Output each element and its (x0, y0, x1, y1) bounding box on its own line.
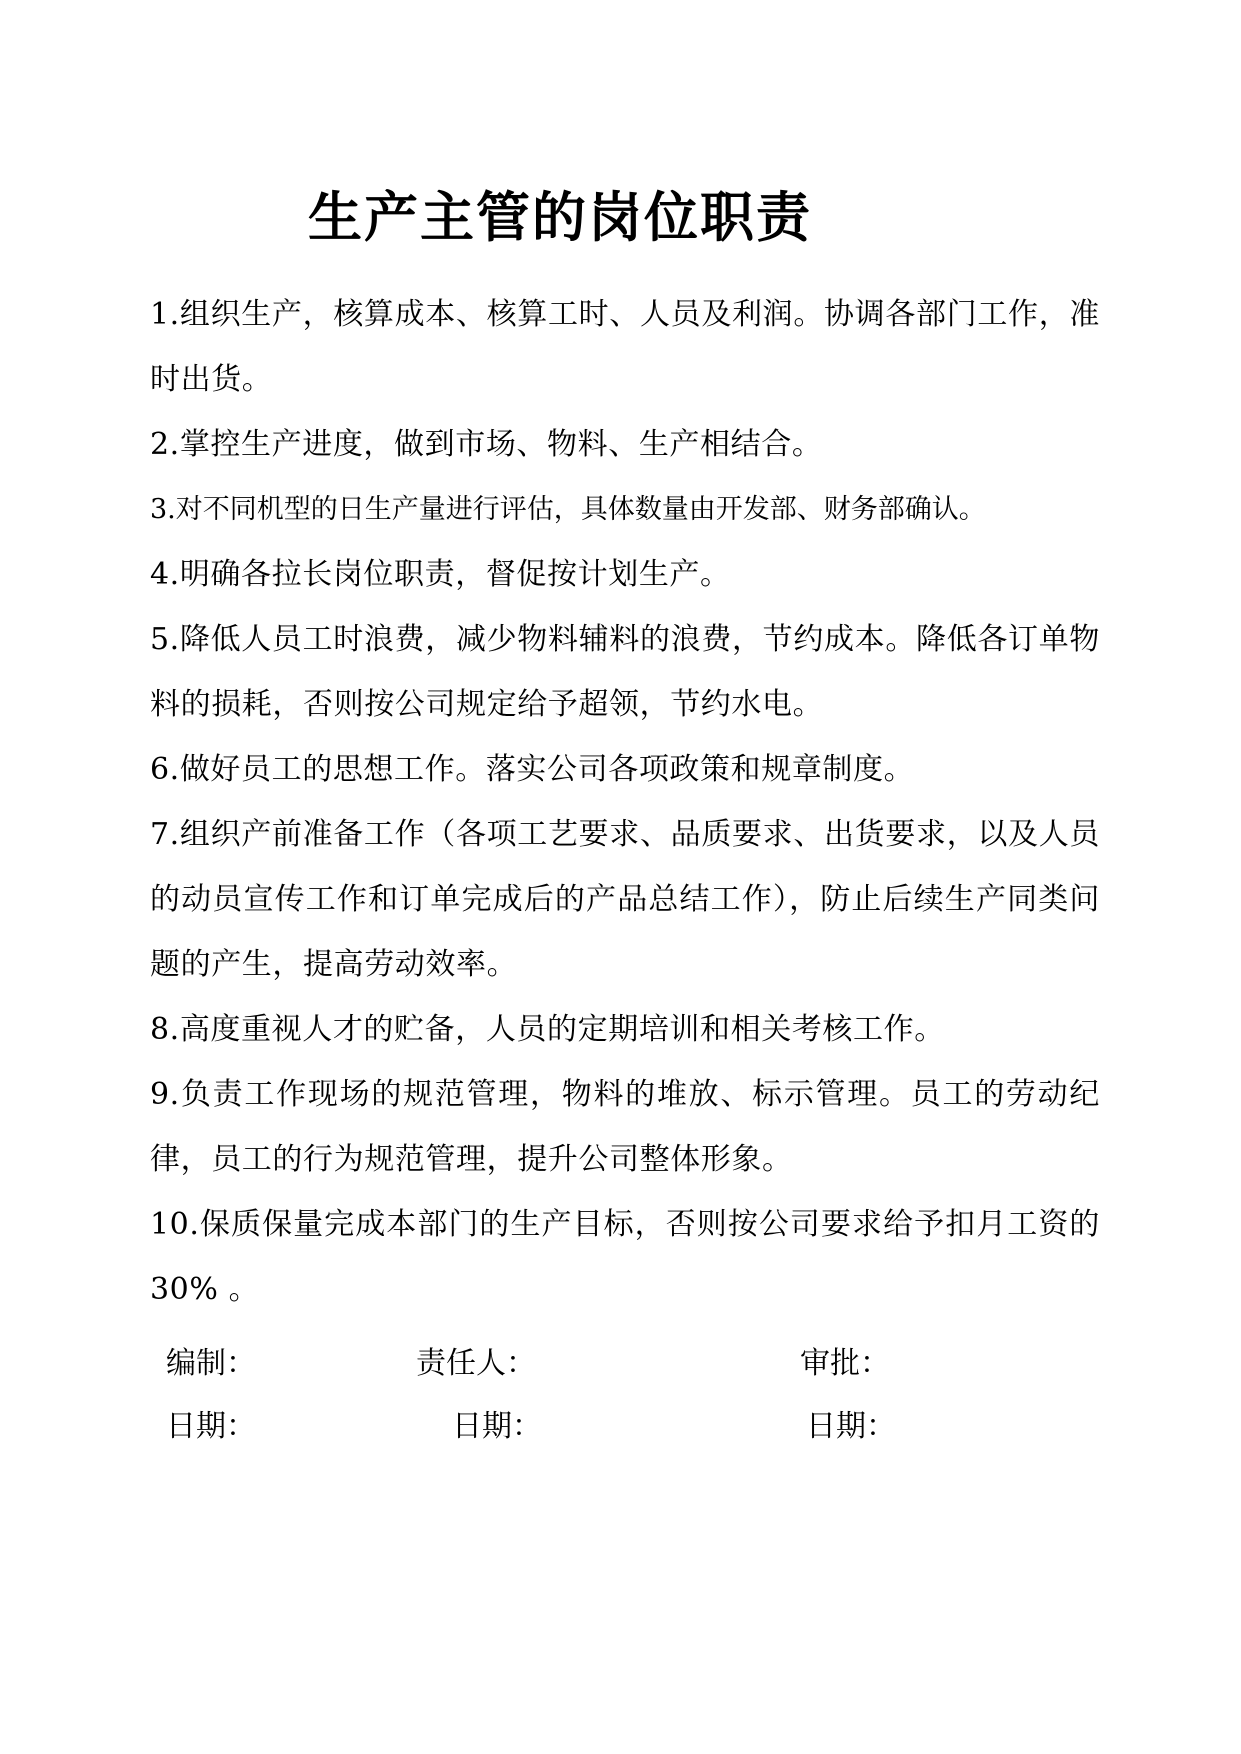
duty-list (150, 282, 1100, 1322)
date-label-prepared: 日期： (166, 1409, 256, 1444)
duty-item-3: 3.对不同机型的日生产量进行评估，具体数量由开发部、财务部确认。 (150, 494, 986, 525)
document-title: 生产主管的岗位职责 (308, 186, 812, 249)
duty-item-5: 5.降低人员工时浪费，减少物料辅料的浪费，节约成本。降低各订单物料的损耗，否则按公司规定给予超领，节约水电。 (150, 622, 1100, 722)
duty-item-10: 10.保质保量完成本部门的生产目标，否则按公司要求给予扣月工资的 30% 。 (150, 1207, 1100, 1307)
date-label-responsible: 日期： (452, 1409, 542, 1444)
duty-item-7: 7.组织产前准备工作（各项工艺要求、品质要求、出货要求，以及人员的动员宣传工作和订单完成后的产品总结工作），防止后续生产同类问题的产生，提高劳动效率。 (150, 817, 1100, 982)
duty-item-4: 4.明确各拉长岗位职责，督促按计划生产。 (150, 557, 731, 592)
prepared-by-label: 编制： (166, 1346, 256, 1381)
responsible-person-label: 责任人： (416, 1346, 536, 1381)
duty-item-1: 1.组织生产，核算成本、核算工时、人员及利润。协调各部门工作，准时出货。 (150, 297, 1100, 397)
duty-item-8: 8.高度重视人才的贮备，人员的定期培训和相关考核工作。 (150, 1012, 945, 1047)
approved-by-label: 审批： (800, 1346, 890, 1381)
duty-item-2: 2.掌控生产进度，做到市场、物料、生产相结合。 (150, 427, 823, 462)
duty-item-6: 6.做好员工的思想工作。落实公司各项政策和规章制度。 (150, 752, 915, 787)
duty-item-9: 9.负责工作现场的规范管理，物料的堆放、标示管理。员工的劳动纪律，员工的行为规范管理，提升公司整体形象。 (150, 1077, 1100, 1177)
date-label-approved: 日期： (806, 1409, 896, 1444)
